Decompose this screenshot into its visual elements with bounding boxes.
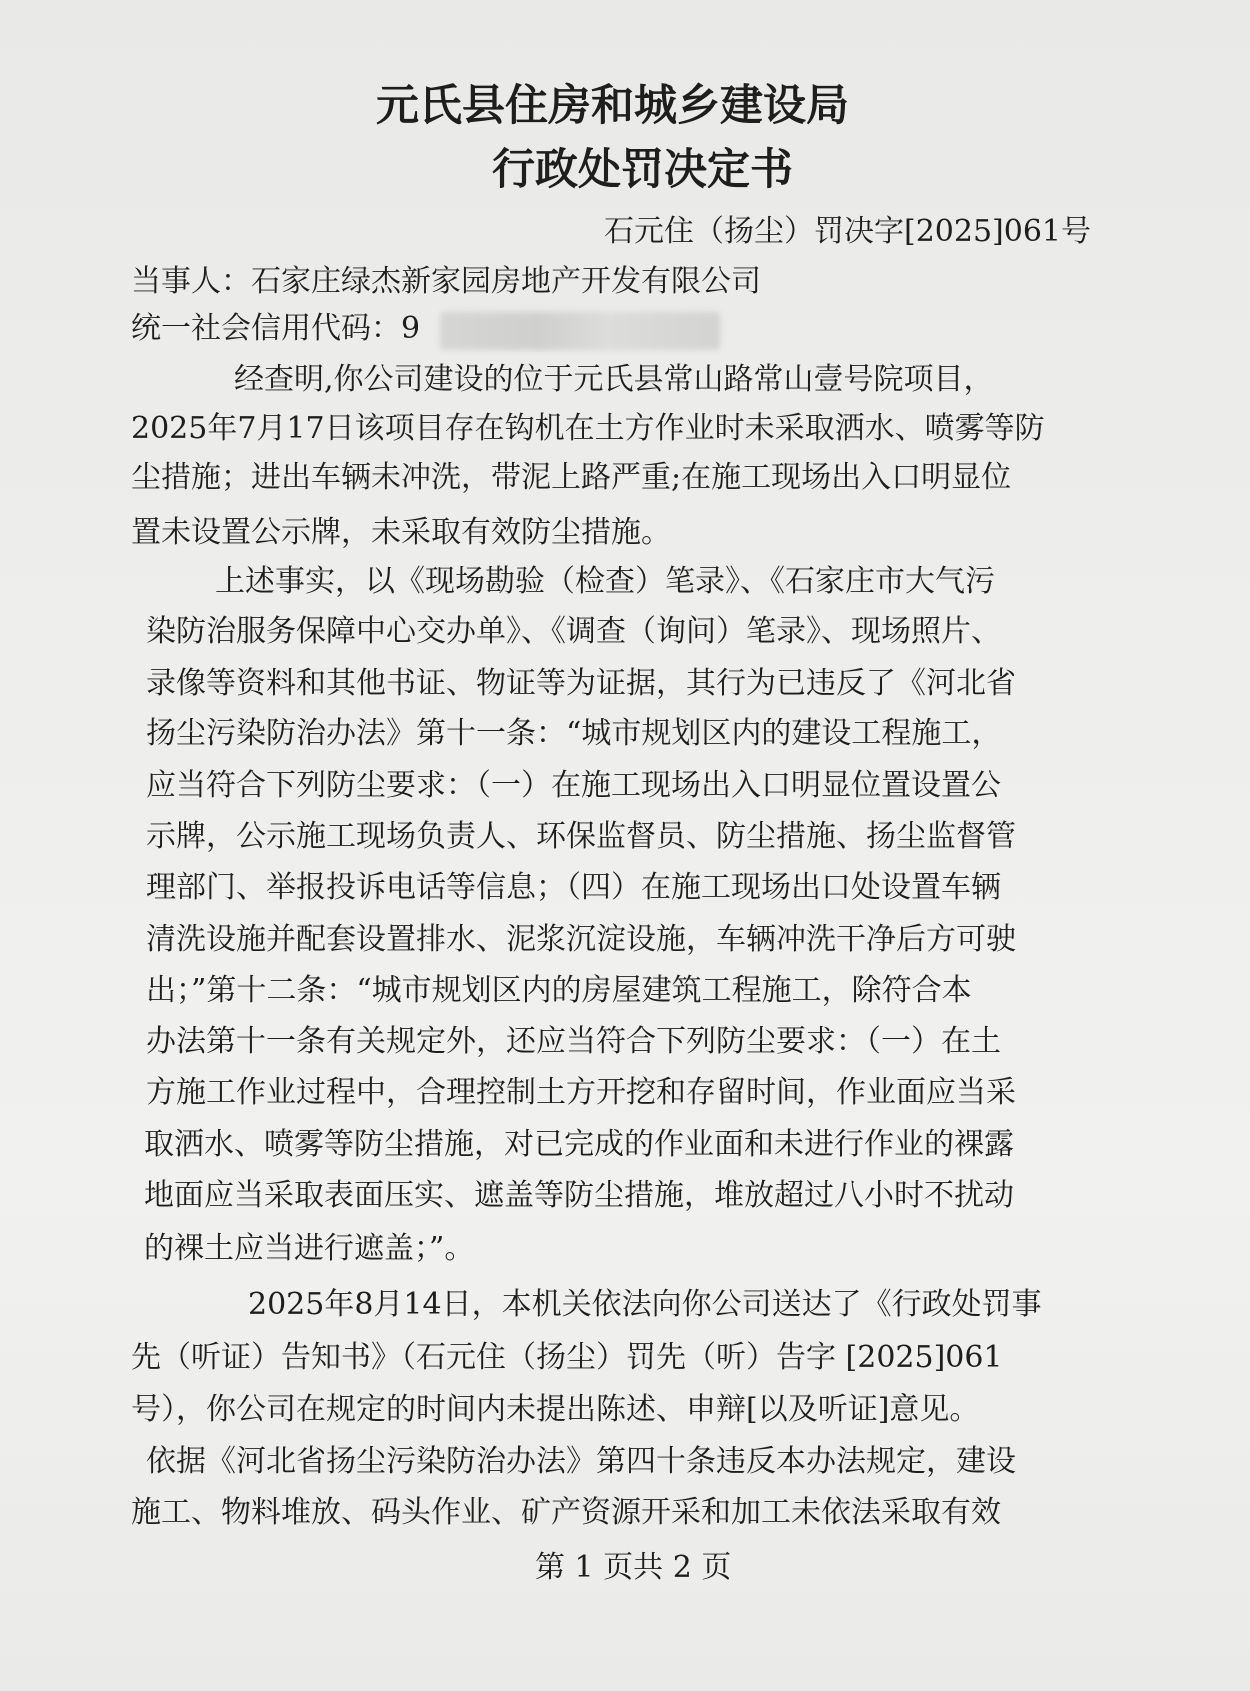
redacted-credit-code [440,312,720,350]
body-line: 尘措施；进出车辆未冲洗，带泥上路严重;在施工现场出入口明显位 [131,460,1012,495]
body-line: 号），你公司在规定的时间内未提出陈述、申辩[以及听证]意见。 [131,1392,980,1427]
body-line: 录像等资料和其他书证、物证等为证据，其行为已违反了《河北省 [146,666,1016,701]
body-line: 经查明,你公司建设的位于元氏县常山路常山壹号院项目， [234,362,994,397]
body-line: 办法第十一条有关规定外，还应当符合下列防尘要求：（一）在土 [146,1024,1001,1059]
party-line: 当事人：石家庄绿杰新家园房地产开发有限公司 [131,264,761,299]
body-line: 扬尘污染防治办法》第十一条：“城市规划区内的建设工程施工， [146,716,1002,751]
body-line: 2025年8月14日，本机关依法向你公司送达了《行政处罚事 [248,1287,1042,1322]
body-line: 置未设置公示牌，未采取有效防尘措施。 [131,515,671,550]
body-line: 的裸土应当进行遮盖；”。 [144,1231,475,1266]
body-line: 上述事实，以《现场勘验（检查）笔录》、《石家庄市大气污 [215,564,995,599]
body-line: 清洗设施并配套设置排水、泥浆沉淀设施，车辆冲洗干净后方可驶 [146,922,1016,957]
document-title-line1: 元氏县住房和城乡建设局 [376,81,849,131]
page-footer: 第 1 页共 2 页 [535,1550,732,1585]
body-line: 先（听证）告知书》（石元住（扬尘）罚先（听）告字 [2025]061 [131,1340,1003,1375]
body-line: 出；”第十二条：“城市规划区内的房屋建筑工程施工，除符合本 [146,973,972,1008]
body-line: 方施工作业过程中，合理控制土方开挖和存留时间，作业面应当采 [146,1075,1016,1110]
document-title-line2: 行政处罚决定书 [492,145,793,195]
body-line: 应当符合下列防尘要求：（一）在施工现场出入口明显位置设置公 [146,768,1001,803]
document-number: 石元住（扬尘）罚决字[2025]061号 [604,214,1092,249]
credit-code-line: 统一社会信用代码：9 [131,311,421,346]
body-line: 依据《河北省扬尘污染防治办法》第四十条违反本办法规定，建设 [146,1444,1016,1479]
body-line: 地面应当采取表面压实、遮盖等防尘措施，堆放超过八小时不扰动 [144,1178,1014,1213]
body-line: 2025年7月17日该项目存在钩机在土方作业时未采取洒水、喷雾等防 [131,411,1045,446]
body-line: 取洒水、喷雾等防尘措施，对已完成的作业面和未进行作业的裸露 [144,1127,1014,1162]
body-line: 示牌，公示施工现场负责人、环保监督员、防尘措施、扬尘监督管 [146,819,1016,854]
body-line: 施工、物料堆放、码头作业、矿产资源开采和加工未依法采取有效 [131,1495,1001,1530]
body-line: 染防治服务保障中心交办单》、《调查（询问）笔录》、现场照片、 [146,614,1001,649]
body-line: 理部门、举报投诉电话等信息；（四）在施工现场出口处设置车辆 [146,870,1001,905]
